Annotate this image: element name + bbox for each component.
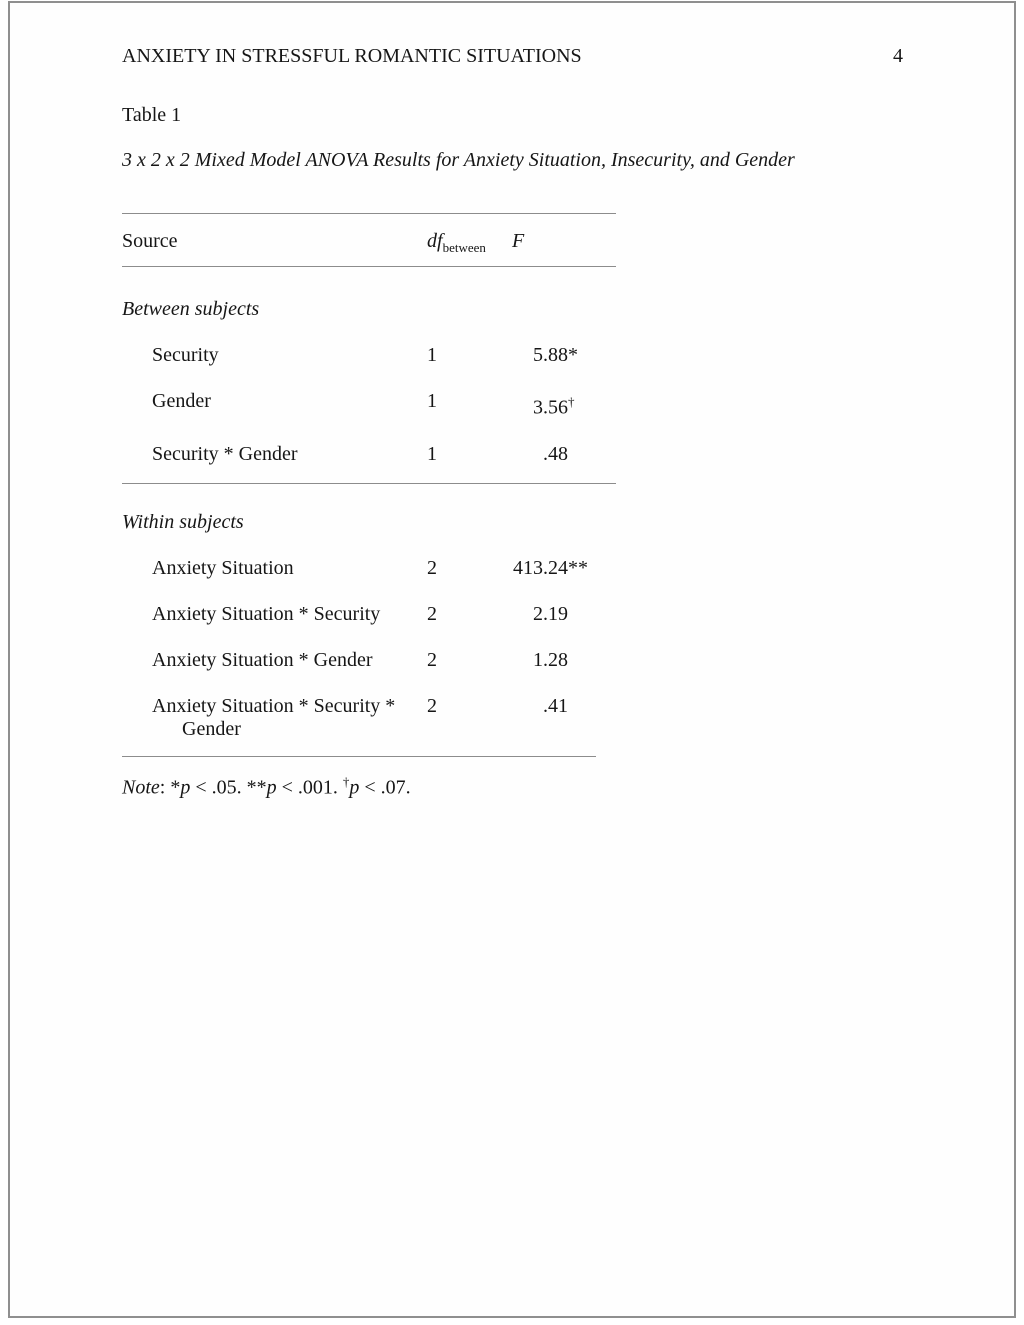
table-bottom-rule: [122, 756, 596, 757]
table-header-row: [122, 214, 616, 266]
df-value: 2: [427, 556, 437, 579]
row-label: Anxiety Situation: [152, 556, 294, 579]
running-head-row: [122, 45, 903, 68]
column-header-df: $df_{between}$: [427, 230, 486, 255]
row-label: Anxiety Situation * Security: [152, 602, 381, 625]
df-value: 2: [427, 694, 437, 717]
anova-table: [122, 213, 616, 799]
f-value: 2.19: [533, 602, 568, 625]
column-header-f: F: [512, 230, 525, 252]
table-row: [122, 443, 616, 466]
table-row: [122, 557, 616, 580]
table-row: [122, 390, 616, 420]
f-value: .48: [543, 442, 568, 465]
row-label: Security: [152, 344, 219, 366]
page-number: 4: [893, 45, 903, 67]
table-row: [122, 344, 616, 367]
section-header: Between subjects: [122, 298, 260, 320]
df-value: 1: [427, 344, 437, 366]
df-value: 1: [427, 442, 437, 465]
column-header-source: Source: [122, 230, 178, 252]
manuscript-page: [8, 1, 1016, 1318]
f-value: 5.88*: [533, 344, 578, 366]
between-subjects-section: [122, 298, 616, 466]
page-content: [10, 3, 1014, 799]
df-value: 2: [427, 648, 437, 671]
f-value: 413.24**: [513, 556, 588, 579]
f-value: .41: [543, 694, 568, 717]
df-value: 2: [427, 602, 437, 625]
running-head: ANXIETY IN STRESSFUL ROMANTIC SITUATIONS: [122, 45, 582, 67]
table-row: [122, 603, 616, 626]
dagger-symbol: †: [342, 773, 350, 789]
table-note: Note: *p < .05. **p < .001. †p < .07.: [122, 773, 411, 799]
table-label: Table 1: [122, 104, 182, 126]
section-divider-rule: [122, 483, 616, 484]
table-title: 3 x 2 x 2 Mixed Model ANOVA Results for Anxiety Situation, Insecurity, and Gender: [122, 149, 795, 171]
within-subjects-section: [122, 511, 616, 741]
table-row: [122, 695, 616, 741]
section-header: Within subjects: [122, 510, 244, 533]
row-label: Anxiety Situation * Security * Gender: [152, 694, 396, 740]
row-label: Security * Gender: [152, 442, 298, 465]
f-value: 1.28: [533, 648, 568, 671]
row-label: Gender: [152, 390, 211, 412]
df-value: 1: [427, 390, 437, 412]
header-bottom-rule: [122, 266, 616, 267]
table-row: [122, 649, 616, 672]
row-label: Anxiety Situation * Gender: [152, 648, 373, 671]
f-value: 3.56†: [533, 394, 575, 419]
